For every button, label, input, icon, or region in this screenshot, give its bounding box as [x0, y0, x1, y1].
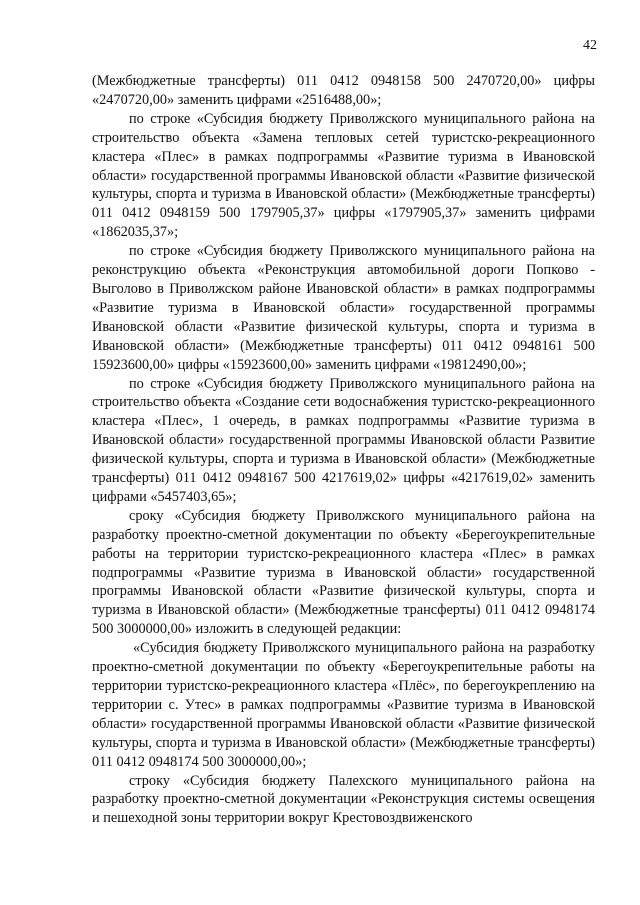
paragraph-6: «Субсидия бюджету Приволжского муниципального района на разработку проектно-сметной документации по объекту «Берегоукрепительные работы на территории туристско-рекреационного кластера «Плёс», по берегоукреплению на территории с. Утес» в рамках подпрограммы «Развитие туризма в Ивановской области» государственной программы Ивановской области «Развитие физической культуры, спорта и туризма в Ивановской области» (Межбюджетные трансферты) 011 0412 0948174 500 3000000,00»;: [92, 640, 595, 770]
page-number: 42: [583, 38, 597, 53]
paragraph-4: по строке «Субсидия бюджету Приволжского муниципального района на строительство объекта «Создание сети водоснабжения туристско-рекреационного кластера «Плес», 1 очередь, в рамках подпрограммы «Развитие туризма в Ивановской области» государственной программы Ивановской области Развитие физической культуры, спорта и туризма в Ивановской области» (Межбюджетные трансферты) 011 0412 0948167 500 4217619,02» цифры «4217619,02» заменить цифрами «5457403,65»;: [92, 375, 595, 505]
document-body: [92, 72, 595, 828]
paragraph-1: (Межбюджетные трансферты) 011 0412 0948158 500 2470720,00» цифры «2470720,00» заменить цифрами «2516488,00»;: [92, 73, 595, 108]
paragraph-2: по строке «Субсидия бюджету Приволжского муниципального района на строительство объекта «Замена тепловых сетей туристско-рекреационного кластера «Плес» в рамках подпрограммы «Развитие туризма в Ивановской области» государственной программы Ивановской области «Развитие физической культуры, спорта и туризма в Ивановской области» (Межбюджетные трансферты) 011 0412 0948159 500 1797905,37» цифры «1797905,37» заменить цифрами «1862035,37»;: [92, 110, 595, 241]
paragraph-3: по строке «Субсидия бюджету Приволжского муниципального района на реконструкцию объекта «Реконструкция автомобильной дороги Попково - Выголово в Приволжском районе Ивановской области» в рамках подпрограммы «Развитие туризма в Ивановской области» государственной программы Ивановской области «Развитие физической культуры, спорта и туризма в Ивановской области» (Межбюджетные трансферты) 011 0412 0948161 500 15923600,00» цифры «15923600,00» заменить цифрами «19812490,00»;: [92, 243, 595, 373]
paragraph-7: строку «Субсидия бюджету Палехского муниципального района на разработку проектно-сметной документации «Реконструкция системы освещения и пешеходной зоны территории вокруг Крестовоздвиженского: [92, 772, 595, 827]
paragraph-5: сроку «Субсидия бюджету Приволжского муниципального района на разработку проектно-сметной документации по объекту «Берегоукрепительные работы на территории туристско-рекреационного кластера «Плес» в рамках подпрограммы «Развитие туризма в Ивановской области» государственной программы Ивановской области «Развитие физической культуры, спорта и туризма в Ивановской области» (Межбюджетные трансферты) 011 0412 0948174 500 3000000,00» изложить в следующей редакции:: [92, 507, 595, 638]
